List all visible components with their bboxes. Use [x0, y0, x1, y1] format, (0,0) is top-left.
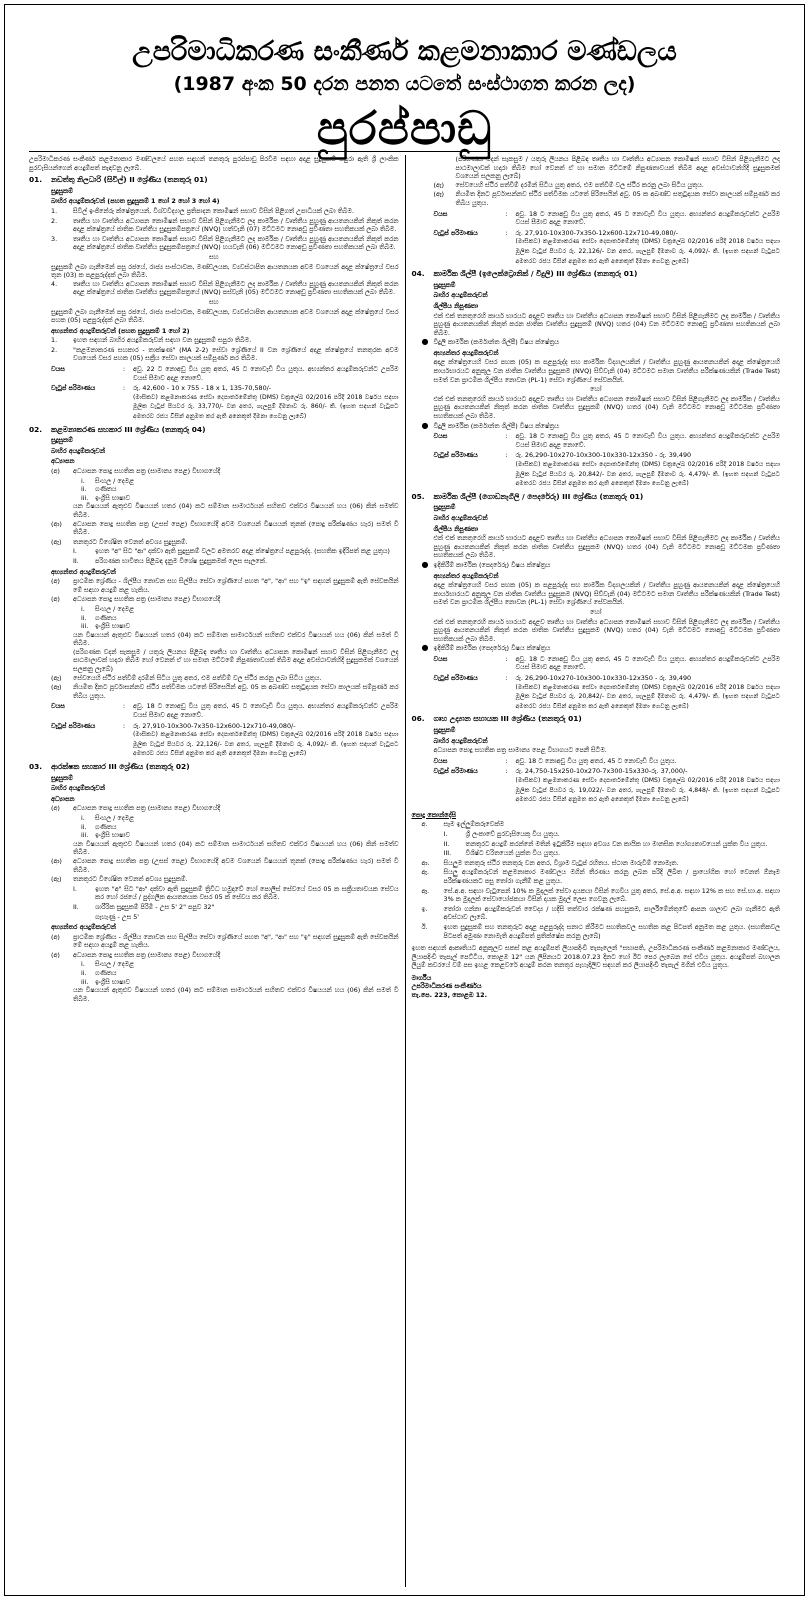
physical-qualification-row — [73, 903, 399, 912]
section-5-title — [412, 493, 781, 502]
salary-value: රු. 24,750-15x250-10x270-7x300-15x330-රු. 37,000/- — [515, 767, 688, 776]
internal-applicants-heading: අභ්‍යන්තර අයදුම්කරුවන් (පහත සුදුසුකම් 1 හෝ 2) — [51, 326, 190, 335]
education-heading: අධ්‍යාපන — [51, 794, 75, 803]
qualifications-heading: සුදුසුකම් — [51, 773, 73, 782]
skill-heading: ශිල්පීය නිපුණතා — [433, 301, 479, 310]
internal-applicants-heading: අභ්‍යන්තර අයදුම්කරුවන් — [433, 348, 499, 357]
item-marker: ii. — [81, 969, 87, 978]
left-column — [29, 155, 405, 1587]
item-marker: iii. — [81, 831, 89, 840]
skill-heading: ශිල්පීය නිපුණතා — [433, 524, 479, 533]
subject-item — [81, 978, 399, 987]
item-text: සිංහල / දෙමළ — [95, 813, 134, 822]
salary-note: (මාසිකව) කළමනාකරණ සේවා දෙපාර්තමේන්තු (DMS) චක්‍රලේඛ 02/2016 පරිදි 2018 වර්ෂය සඳහා මූලික වැටුප් පියවර රු. 20,842/- වන අතර, ශැලපුම් දීමනාව රු. 4,479/- කි. (ඉහත සඳහන් වැටුපට අමතරව රජය විසින් අනුමත කර ඇති අනෙකුත් දීමනා ගෙවනු ලැබේ) — [515, 461, 780, 488]
section-heading: නඩත්තු නිලධාරි (සිවිල්) II ශ්‍රේණිය (තනතුරු 01) — [51, 175, 208, 185]
field-bullet — [422, 338, 781, 347]
item-text: තනතුරට විශේෂිත වෙනත් අවශ්‍ය සුදුසුකම්. — [73, 537, 188, 546]
section-heading: ගෘහ උද්‍යාන සහායක III ශ්‍රේණිය (තනතුරු 01) — [433, 714, 582, 724]
list-item — [51, 336, 399, 345]
list-item — [51, 951, 399, 960]
item-marker: (ආ) — [51, 519, 62, 528]
list-item — [51, 595, 399, 604]
subject-item — [81, 477, 399, 486]
list-item — [51, 875, 399, 884]
body-columns — [29, 155, 780, 1587]
item-text: සේවයෙහි ස්ථිර පත්වීම් දරමින් සිටිය යුතු අතර, එම පත්වීම් වල ස්ථිර කරනු ලබා සිටිය යුතුය. — [455, 180, 704, 189]
salary-row: වැටුප් පරිමාණය : රු. 27,910-10x300-7x350-12x600-12x710-49,080/- (මාසිකව) කළමනාකරණ සේවා දෙපාර්තමේන්තු (DMS) චක්‍රලේඛ 02/2016 පරිදි 2018 වර්ෂය සඳහා මූලික වැටුප් පියවර රු. 22,126/- වන අතර, ශැලපුම් දීමනාව රු. 4,092/- කි. (ඉහත සඳහන් වැටුපට අමතරව රජය විසින් අනුමත කර ඇති අනෙකුත් දීමනා ගෙවනු ලැබේ) — [29, 722, 399, 759]
section-2-title — [29, 426, 399, 435]
subject-item — [81, 614, 399, 623]
list-item — [73, 557, 399, 566]
salary-row: වැටුප් පරිමාණය : රු. 27,910-10x300-7x350-12x600-12x710-49,080/- (මාසිකව) කළමනාකරණ සේවා දෙපාර්තමේන්තු (DMS) චක්‍රලේඛ 02/2016 පරිදි 2018 වර්ෂය සඳහා මූලික වැටුප් පියවර රු. 22,126/- වන අතර, ශැලපුම් දීමනාව රු. 4,092/- කි. (ඉහත සඳහන් වැටුපට අමතරව රජය විසින් අනුමත කර ඇති අනෙකුත් දීමනා ගෙවනු ලැබේ) — [412, 229, 781, 266]
field-bullet — [422, 422, 781, 431]
subject-item — [81, 622, 399, 631]
subject-note: යන විෂයයන් ඇතුළුව විෂයයන් හතර (04) කට සම්මාන සාමාර්ථයන් සහිතව එක්වර විෂයයන් හය (06) කින් සමත්ව තිබීම. — [73, 839, 399, 857]
internal-text: එක් එක් තනතුරෙහි කාර්ය භාරයට අදාළව තෘතීය හා වෘත්තීය අධ්‍යාපන කොමිෂන් සභාව විසින් පිළිගැනීමට ලද කාර්මික / වෘත්තීය පුහුණු ආයතනයකින් නිකුත් කරන ජාතික වෘත්තීය සුදුසුකම් (NVQ) හතර (04) වැනි මට්ටමට නොඅඩු මට්ටමක ප්‍රවීණතා සහතිකයක් ලබා තිබීම. — [433, 394, 780, 421]
list-item — [51, 674, 399, 683]
item-text: ඉහත සුදුසුකම් සහ තනතුරුට අදාළ පළපුරුද්ද සනාථ කිරීමට සහතිකවල සහතික කළ පිටපත් අනුමත කළ යුතුය. (සහතිකවල පිටපත් අමුණා නොමැති අයදුම්පත් ප්‍රතික්ෂේප කරනු ලැබේ) — [443, 922, 780, 940]
female-label: ගැහැණු — [95, 912, 116, 921]
item-marker: i. — [81, 813, 85, 822]
item-marker: 4. — [51, 279, 58, 288]
age-label: වයස — [433, 432, 448, 441]
section-number: 01. — [29, 175, 43, 185]
item-text: පරිගණක භාවිතය පිළිබඳ දැනුම විශේෂ සුදුසුකමක් ලෙස සැලකේ. — [95, 556, 267, 565]
section-number: 06. — [411, 714, 425, 724]
subject-item — [81, 969, 399, 978]
qualifications-heading: සුදුසුකම් — [433, 280, 456, 289]
item-text: ප්‍රාථමික ශ්‍රේණිය - ශිල්පීය නොවන සහ සිල්පීය සේවා ශ්‍රේණියේ පහත "අ", "ආ" සහ "ඉ" සඳහන් සුදුසුකම් ඇති සේවකයින් මේ සඳහා අයදුම් කළ හැකිය. — [73, 577, 399, 594]
header-title: උපරිමාධිකරණ සංකීර්ණ කළමනාකාර මණ්ඩලය — [132, 36, 677, 67]
item-text: අධ්‍යාපන පොදු සහතික පත්‍ර (උසස් පෙළ) විභාගයේදී අවම වශයෙන් විෂයයන් තුනක් (පොදු පරීක්ෂණය හැර) සමත් වී තිබීම. — [73, 519, 399, 537]
advertisement-page — [4, 4, 805, 1596]
age-label: වයස — [433, 209, 448, 218]
item-text: ගණිතය — [95, 485, 117, 494]
item-marker: I. — [73, 884, 77, 893]
list-item — [51, 280, 399, 297]
experience-note: සුදුසුකම් ලබා ගැනීමෙන් පසු රජයේ, රාජ්‍ය සංස්ථාවක, මණ්ඩලයක, ව්‍යවස්ථාපිත ආයතනයක අවම වශයෙන් අදාළ ක්ෂේත්‍රයේ වසර පහක (05) පළපුරුද්දක් ලබා තිබීම. — [51, 307, 399, 325]
item-marker: 1. — [51, 206, 58, 215]
section-heading: කාර්මික ශිල්පී (ඉලෙක්ට්‍රොනික් / විදුලි) III ශ්‍රේණිය (තනතුරු 01) — [433, 269, 638, 279]
salary-label: වැටුප් පරිමාණය — [433, 767, 478, 776]
item-marker: අ. — [421, 820, 428, 829]
list-item — [444, 849, 781, 858]
item-text: තෘතීය හා වෘත්තීය අධ්‍යාපන කොමිෂන් සභාව විසින් පිළිගැනීමට ලද කාර්මික / වෘත්තීය පුහුණු ආයතනයකින් නිකුත් කරන අදාළ ක්ෂේත්‍රයේ ජාතික වෘත්තීය සුදුසුකම්පත්‍රයේ (NVQ) හත්වැනි (07) මට්ටමට නොඅඩු ප්‍රවීණතා සහතිකයක් ලබා තිබීම. — [73, 216, 399, 234]
external-applicants-heading: බාහිර අයදුම්කරුවන් — [51, 784, 106, 793]
subject-note: යන විෂයයන් ඇතුළුව විෂයයන් හතර (04) කට සම්මාන සාමාර්ථයන් සහිතව එක්වර විෂයයන් හය (06) කින් සමත් වී තිබීම. — [73, 986, 399, 1003]
salary-label: වැටුප් පරිමාණය — [51, 384, 96, 393]
item-text: ශාරීරික සුදුසුකම් පිරිමි — [95, 902, 154, 911]
list-item — [51, 804, 399, 813]
item-text: තෘතීය හා වෘත්තීය අධ්‍යාපන කොමිෂන් සභාව විසින් පිළිගැනීමට ලද කාර්මික / වෘත්තීය පුහුණු ආයතනයකින් නිකුත් කරන අදාළ ක්ෂේත්‍රයේ ජාතික වෘත්තීය සුදුසුකම්පත්‍රයේ (NVQ) පස්වැනි (05) මට්ටමට නොඅඩු ප්‍රවීණතා සහතිකයක් ලබා තිබීම. — [73, 279, 399, 297]
item-marker: ii. — [81, 485, 87, 494]
item-text: සිංහල / දෙමළ — [95, 604, 134, 613]
section-heading: කාර්මික ශිල්පී (ගොඩනැගිලි / පෙදරේරු) III ශ්‍රේණිය (තනතුරු 01) — [433, 491, 644, 501]
item-text: අධ්‍යාපන පොදු සහතික පත්‍ර (සාමාන්‍ය පෙළ) විභාගයේදී — [73, 804, 221, 813]
item-marker: (ඈ) — [433, 190, 445, 199]
item-text: අධ්‍යාපන පොදු සහතික පත්‍ර (සාමාන්‍ය පෙළ) විභාගයේදී — [73, 950, 221, 959]
item-marker: ඇ. — [421, 868, 430, 877]
item-text: ඉංග්‍රීසි භාෂාව — [95, 977, 130, 986]
age-value: අවු. 18 ට නොඅඩු විය යුතු අතර, 45 ට නොවැඩි විය යුතුය. අභ්‍යන්තර අයදුම්කරුවන්ට උපරිම වයස් සීමාව අදාළ නොවේ. — [515, 209, 780, 227]
subject-note: යන විෂයයන් ඇතුළුව විෂයයන් හතර (04) කට සම්මාන සාමාර්ථයන් සහිතව එක්වර විෂයයන් හය (06) කින් සමත්ව තිබීම. — [73, 502, 399, 519]
item-marker: (අ) — [51, 577, 60, 586]
item-marker: iii. — [81, 493, 89, 502]
internal-text: එක් එක් තනතුරෙහි කාර්ය භාරයට අදාළව තෘතීය හා වෘත්තීය අධ්‍යාපන කොමිෂන් සභාව විසින් පිළිගැනීමට ලද කාර්මික / වෘත්තීය පුහුණු ආයතනයකින් නිකුත් කරන ජාතික වෘත්තීය සුදුසුකම (NVQ) හතර (04) වැනි මට්ටමට නොඅඩු මට්ටමක ප්‍රවීණතා සහතිකයක් ලබා තිබීම. — [433, 617, 780, 643]
salary-value: රු. 27,910-10x300-7x350-12x600-12x710-49,080/- — [515, 228, 678, 237]
signature-block — [412, 974, 781, 1000]
item-text: සිංහල / දෙමළ — [95, 960, 134, 969]
item-marker: 2. — [51, 345, 58, 354]
list-item — [434, 190, 781, 207]
item-text: තනතුරට විශේෂිත වෙනත් අවශ්‍ය සුදුසුකම්. — [73, 875, 188, 884]
item-text: අධ්‍යාපන පොදු සහතික පත්‍ර (සාමාන්‍ය පෙළ) විභාගයේදී — [73, 467, 221, 475]
header-divider — [29, 151, 780, 152]
item-marker: II. — [73, 902, 79, 911]
item-marker: II. — [73, 556, 79, 565]
item-text: ඉහත "අ" සිට "ආ" දක්වා ඇති සුදුසුකම් වලට අමතරව අදාළ ක්ෂේත්‍රයේ පළපුරුද්ද. (සහතික ඉදිරිපත් කළ යුතුය) — [95, 547, 390, 556]
subject-item — [81, 485, 399, 494]
salary-note: (මාසිකව) කළමනාකරණ සේවා දෙපාර්තමේන්තු (DMS) චක්‍රලේඛ 02/2016 පරිදි 2018 වර්ෂය සඳහා මූලික වැටුප් පියවර රු. 22,126/- වන අතර, ශැලපුම් දීමනාව රු. 4,092/- කි. (ඉහත සඳහන් වැටුපට අමතරව රජය විසින් අනුමත කර ඇති අනෙකුත් දීමනා ගෙවනු ලැබේ) — [515, 238, 780, 265]
salary-note: (මාසිකව) කළමනාකරණ සේවා දෙපාර්තමේන්තු (DMS) චක්‍රලේඛ 02/2016 පරිදි 2018 වර්ෂය සඳහා මූලික වැටුප් පියවර රු. 22,126/- වන අතර, ශැලපුම් දීමනාව රු. 4,092/- කි. (ඉහත සඳහන් වැටුපට අමතරව රජය විසින් අනුමත කර ඇති අනෙකුත් දීමනා ගෙවනු ලැබේ) — [133, 731, 399, 758]
closing-paragraph: ඉහත සඳහන් ආකෘතියට අනුකූලව සකස් කළ අයදුම්පත් ලියාපදිංචි තැපෑලෙන් "සභාපති, උපරිමාධිකරණ සංකීර්ණ කළමනාකාර මණ්ඩලය, ලියාපදිංචි තැපැල් පෙට්ටිය, කොළඹ 12" යන ලිපිනයට 2018.07.23 දිනට හෝ ඊට පෙර ලැබෙන සේ එවිය යුතුය. අයදුම්පත් බහාලන ලියුම් කවරයේ වම් පස ඉහළ කෙළවරේ අයදුම් කරන තනතුර පැහැදිලිව සඳහන් කර ලියාපදිංචි තැපැල් මගින් එවිය යුතුය. — [411, 944, 780, 970]
item-text: සියලුම තනතුරු ස්ථිර තනතුරු වන අතර, විශ්‍රාම වැටුප් රහිතය. ස්ථාන මාරුවීම් නොමැත. — [443, 858, 679, 867]
section-number: 04. — [411, 269, 425, 279]
item-marker: (ඇ) — [433, 180, 445, 189]
age-row: වයස : අවු. 18 ට නොඅඩු විය යුතු අතර, 45 ට නොවැඩි විය යුතුය. — [412, 757, 781, 766]
section-6-title — [412, 715, 781, 724]
internal-applicants-heading: අභ්‍යන්තර අයදුම්කරුවන් — [51, 567, 116, 576]
item-marker: (ඇ) — [51, 673, 62, 682]
item-marker: (අ) — [51, 804, 60, 813]
item-text: තනතුරට අයදුම් කරන්නේ මතින් ඉටුකිරීම සඳහා අවශ්‍ය වන කායික හා මානසික යෝග්‍යතාවයෙන් යුක්ත විය යුතුය. — [465, 839, 768, 848]
conjunction: සහ — [208, 252, 219, 261]
external-applicants-heading: බාහිර අයදුම්කරුවන් — [51, 446, 106, 455]
section-heading: කළමනාකරණ සහකාර III ශ්‍රේණිය (තනතුරු 04) — [51, 424, 206, 434]
intro-text: උපරිමාධිකරණ සංකීර්ණ කළමනාකාර මණ්ඩලයේ පහත සඳහන් තනතුරු පුරප්පාඩු පිරවීම සඳහා අදාළ සුදුසුකම් සපුරා ඇති ශ්‍රී ලාංකික පුරවැසියන්ගෙන් අයදුම්පත් කැඳවනු ලැබේ. — [29, 155, 399, 172]
age-value: අවු. 22 ට නොඅඩු විය යුතු අතර, 45 ට නොවැඩි විය යුතුය. අභ්‍යන්තර අයදුම්කරුවන්ට උපරිම වයස් සීමාව අදාළ නොවේ. — [133, 365, 399, 382]
subject-item — [81, 814, 399, 823]
list-item — [422, 887, 781, 904]
item-text: නියමිත දිනට පූර්වාසන්නව ස්ථිර පත්වීමක යටතේ පිරිසෙයින් අවු. 05 ක අඛණ්ඩ සතුටුදායක සේවා කාලයක් සම්පූර්ණ කර තිබිය යුතුය. — [455, 190, 780, 207]
item-marker: (ඇ) — [51, 875, 62, 884]
internal-text: අදාළ ක්ෂේත්‍රයෙහි වසර පහක (05) ක පළපුරුද්ද සහ කාර්මික විද්‍යාලයකින් / වෘත්තීය පුහුණු ආයතනයකින් අදාළ ක්ෂේත්‍රයෙහි කාර්යභාරයට අනුකූල වන ජාතික වෘත්තීය සුදුසුකම (NVQ) සිව්වැනි (04) මට්ටමට සමාන වෘත්තීය පරීක්ෂණයකින් (Trade Test) සමත් වන ප්‍රාථමික ශිල්පීය නොවන (PL-1) සේවා ශ්‍රේණියේ සේවකයින්. — [433, 581, 780, 607]
item-text: "කළමනාකරණ සහකාර - තාක්ෂණ" (MA 2-2) සේවා ශ්‍රේණියේ II වන ශ්‍රේණියේ අදාළ ක්ෂේත්‍රයේ තනතුරක අවම වශයෙන් වසර පහක (05) සක්‍රීය සේවා කාලයක් සම්පූර්ණ කර තිබීම. — [73, 345, 399, 363]
list-item — [51, 520, 399, 537]
bullet-icon: ● — [421, 420, 429, 430]
item-marker: ii. — [81, 613, 87, 622]
salary-note: (මාසිකව) කළමනාකරණ සේවා දෙපාර්තමේන්තු (DMS) චක්‍රලේඛ 02/2016 පරිදි 2018 වර්ෂය සඳහා මූලික වැටුප් පියවර රු. 33,770/- වන අතර, ශැලපුම් දීමනාව රු. 860/- කි. (ඉහත සඳහන් වැටුපට අමතරව රජය විසින් අනුමත කර ඇති අනෙකුත් දීමනා ගෙවනු ලැබේ) — [133, 393, 399, 421]
section-4-title — [412, 270, 781, 279]
item-marker: iii. — [81, 622, 89, 631]
item-text: ඉහත "අ" සිට "ආ" දක්වා ඇති සුදුසුකම් ත්‍රිවිධ හමුදාවේ හෝ පොලිස් සේවයේ වසර 05 ක සක්‍රීයතාවයක සේවය කර හෝ රජයේ / පුද්ගලික ආයතනයක වසර 05 ක් සේවය කර තිබීම. — [95, 884, 399, 902]
subject-item — [81, 605, 399, 614]
age-row: වයස : අවු. 22 ට නොඅඩු විය යුතු අතර, 45 ට නොවැඩි විය යුතුය. අභ්‍යන්තර අයදුම්කරුවන්ට උපරිම වයස් සීමාව අදාළ නොවේ. — [29, 365, 399, 382]
item-text: ගණිතය — [95, 822, 117, 831]
item-text: විශිෂ්ට චරිතයෙන් යුක්ත විය යුතුය. — [465, 849, 561, 858]
age-row: වයස : අවු. 18 ට නොඅඩු විය යුතු අතර, 45 ට නොවැඩි විය යුතුය. අභ්‍යන්තර අයදුම්කරුවන්ට උපරිම වයස් සීමාව අදාළ නොවේ. — [412, 432, 781, 449]
conjunction: හෝ — [590, 607, 602, 616]
list-item — [434, 181, 781, 190]
list-item — [73, 885, 399, 902]
item-text: තෘතීය හා වෘත්තීය අධ්‍යාපන කොමිෂන් සභාව විසින් පිළිගැනීමට ලද කාර්මික / වෘත්තීය පුහුණු ආයතනයකින් නිකුත් කරන අදාළ ක්ෂේත්‍රයේ ජාතික වෘත්තීය සුදුසුකම්පත්‍රයේ (NVQ) හයවැනි (06) මට්ටමට නොඅඩු ප්‍රවීණතා සහතිකයක් ලබා තිබීම. — [73, 234, 399, 252]
external-applicants-heading: බාහිර අයදුම්කරුවන් (පහත සුදුසුකම් 1 හෝ 2 හෝ 3 හෝ 4) — [51, 197, 220, 206]
item-marker: (ඇ) — [51, 537, 62, 546]
list-item — [51, 217, 399, 234]
item-text: සිංහල / දෙමළ — [95, 476, 134, 485]
item-marker: ආ. — [421, 858, 430, 867]
qualifications-heading: සුදුසුකම් — [433, 503, 456, 512]
section-1-title — [29, 176, 399, 185]
bullet-text: විදුලි කාර්මික (කර්මාන්ත ශිල්පී) විෂය ක්ෂේත්‍රය — [433, 421, 559, 430]
header-vacancies: පුරප්පාඩු — [316, 101, 493, 155]
salary-label: වැටුප් පරිමාණය — [433, 451, 478, 460]
field-bullet — [422, 644, 781, 653]
section-number: 05. — [411, 491, 425, 501]
subject-item — [81, 960, 399, 969]
male-requirement: උස 5' 2" පපුව 32" — [159, 902, 215, 911]
right-column — [405, 155, 781, 1587]
list-item — [51, 467, 399, 476]
item-text: ඉංග්‍රීසි භාෂාව — [95, 831, 130, 840]
item-text: සේවයෙහි ස්ථිර පත්වීම් දරමින් සිටිය යුතු අතර, එම පත්වීම් වල ස්ථිර කරනු ලබා සිටිය යුතුය. — [73, 673, 322, 682]
computer-skill-note: (පරිගණක වදන් සැකසුම / යතුරු ලියනය පිළිබඳ තෘතීය හා වෘත්තීය අධ්‍යාපන කොමිෂන් සභාව විසින් පිළිගැනීමට ලද පාඨමාලාවක් හදාරා තිබීම හෝ වෙනත් ඒ හා සමාන මට්ටමේ නිපුණතාවයක් තිබීම අදාළ අවස්ථාවන්හිදී සුදුසුකමක් වශයෙන් සලකනු ලැබේ) — [73, 647, 399, 674]
internal-applicants-heading: අභ්‍යන්තර අයදුම්කරුවන් — [433, 571, 499, 580]
salary-row: වැටුප් පරිමාණය : රු. 26,290-10x270-10x300-10x330-12x350 - රු. 39,490 (මාසිකව) කළමනාකරණ සේවා දෙපාර්තමේන්තු (DMS) චක්‍රලේඛ 02/2016 පරිදි 2018 වර්ෂය සඳහා මූලික වැටුප් පියවර රු. 20,842/- වන අතර, ශැලපුම් දීමනාව රු. 4,479/- කි. (ඉහත සඳහන් වැටුපට අමතරව රජය විසින් අනුමත කර ඇති අනෙකුත් දීමනා ගෙවනු ලැබේ) — [412, 674, 781, 711]
list-item — [444, 830, 781, 839]
list-item — [51, 683, 399, 700]
header-subtitle: (1987 අංක 50 දරන පනත යටතේ සංස්ථාගත කරන ලද) — [173, 73, 636, 95]
salary-value: රු. 42,600 - 10 x 755 - 18 x 1, 135-70,580/- — [133, 384, 272, 393]
section-number: 03. — [29, 762, 43, 771]
item-marker: III. — [443, 849, 452, 858]
item-marker: ඈ. — [421, 886, 430, 895]
salary-note: (මාසිකව) කළමනාකරණ සේවා දෙපාර්තමේන්තු (DMS) චක්‍රලේඛ 02/2016 පරිදි 2018 වර්ෂය සඳහා මූලික වැටුප් පියවර රු. 20,842/- වන අතර, ශැලපුම් දීමනාව රු. 4,479/- කි. (ඉහත සඳහන් වැටුපට අමතරව රජය විසින් අනුමත කර ඇති අනෙකුත් දීමනා ගෙවනු ලැබේ) — [515, 683, 780, 710]
item-text: ඉහත සඳහන් බාහිර අයදුම්කරුවන් සඳහා වන සුදුසුකම් සපුරා තිබීම. — [73, 336, 252, 345]
salary-value: රු. 26,290-10x270-10x300-10x330-12x350 - රු. 39,490 — [515, 674, 692, 683]
subject-note: යන විෂයයන් ඇතුළුව විෂයයන් හතර (04) කට සම්මාන සාමාර්ථයන් සහිතව එක්වර විෂයයන් හය (06) කින් සමත් වී තිබීම. — [73, 630, 399, 648]
female-requirement: උස 5' — [121, 912, 140, 921]
computer-skill-note: (පරිගණක වදන් සැකසුම / යතුරු ලියනය පිළිබඳ තෘතීය හා වෘත්තීය අධ්‍යාපන කොමිෂන් සභාව විසින් පිළිගැනීමට ලද පාඨමාලාවක් හදාරා තිබීම හෝ වෙනත් ඒ හා සමාන මට්ටමේ නිපුණතාවයක් තිබීම අදාළ අවස්ථාවන්හිදී සුදුසුකමක් වශයෙන් සලකනු ලැබේ) — [455, 155, 780, 181]
item-marker: (අ) — [51, 467, 60, 475]
item-marker: (ආ) — [51, 856, 62, 865]
qualifications-heading: සුදුසුකම් — [51, 436, 73, 445]
list-item — [422, 820, 781, 829]
skill-text: එක් එක් තනතුරෙහි කාර්ය භාරයට අදාළව තෘතීය හා වෘත්තීය අධ්‍යාපන කොමිෂන් සභාව විසින් පිළිගැනීමට ලද කාර්මික / වෘත්තීය පුහුණු ආයතනයකින් නිකුත් කරන ජාතික වෘත්තීය සුදුසුකම් (NVQ) හතර (04) වන මට්ටමට නොඅඩු ප්‍රවීණතා සහතිකයක් ලබා තිබීම. — [433, 311, 780, 337]
list-item — [51, 933, 399, 950]
salary-row: වැටුප් පරිමාණය : රු. 26,290-10x270-10x300-10x330-12x350 - රු. 39,490 (මාසිකව) කළමනාකරණ සේවා දෙපාර්තමේන්තු (DMS) චක්‍රලේඛ 02/2016 පරිදි 2018 වර්ෂය සඳහා මූලික වැටුප් පියවර රු. 20,842/- වන අතර, ශැලපුම් දීමනාව රු. 4,479/- කි. (ඉහත සඳහන් වැටුපට අමතරව රජය විසින් අනුමත කර ඇති අනෙකුත් දීමනා ගෙවනු ලැබේ) — [412, 451, 781, 488]
signature-line-1: මාර්ගීය — [411, 973, 432, 982]
salary-note: (මාසිකව) කළමනාකරණ සේවා දෙපාර්තමේන්තු (DMS) චක්‍රලේඛ 02/2016 පරිදි 2018 වර්ෂය සඳහා මූලික වැටුප් පියවර රු. 19,022/- වන අතර, ශැලපුම් දීමනාව රු. 4,848/- කි. (ඉහත සඳහන් වැටුපට අමතරව රජය විසින් අනුමත කර ඇති අනෙකුත් දීමනා ගෙවනු ලැබේ) — [515, 777, 780, 804]
bullet-icon: ● — [421, 337, 429, 347]
list-item — [51, 538, 399, 547]
external-applicants-heading: බාහිර අයදුම්කරුවන් — [433, 736, 488, 745]
conjunction: හෝ — [590, 385, 602, 394]
item-marker: i. — [81, 476, 85, 485]
item-marker: iii. — [81, 977, 89, 986]
item-text: ප්‍රාථමික ශ්‍රේණිය - ශිල්පීය නොවන සහ සිල්පීය සේවා ශ්‍රේණියේ පහත "අ", "ආ" සහ "ඉ" සඳහන් සුදුසුකම් ඇති සේවකයින් මේ සඳහා අයදුම් කළ හැකිය. — [73, 932, 399, 950]
item-marker: 2. — [51, 216, 58, 225]
qualifications-heading: සුදුසුකම් — [433, 726, 456, 735]
age-label: වයස — [51, 702, 65, 711]
age-value: අවු. 18 ට නොඅඩු විය යුතු අතර, 45 ට නොවැඩි විය යුතුය. — [515, 756, 677, 765]
external-applicants-heading: බාහිර අයදුම්කරුවන් — [433, 513, 488, 522]
list-item — [422, 859, 781, 868]
section-3-title — [29, 763, 399, 772]
signature-line-3: තැ.පෙ. 223, කොළඹ 12. — [411, 991, 488, 1000]
signature-line-2: උපරිමාධිකරණ සංකීර්ණය — [411, 982, 482, 991]
item-text: නියමිත දිනට පූර්වාසන්නව ස්ථිර පත්වීමක යටතේ පිරිසෙයින් අවු. 05 ක අඛණ්ඩ සතුටුදායක සේවා කාලයක් සම්පූර්ණ කර තිබිය යුතුය. — [73, 683, 399, 700]
age-value: අවු. 18 ට නොඅඩු විය යුතු අතර, 45 ට නොවැඩි විය යුතුය. අභ්‍යන්තර අයදුම්කරුවන්ට උපරිම වයස් සීමාව අදාළ නොවේ. — [515, 432, 780, 449]
item-text: තෝරා ගන්නා අයදුම්කරුවන් වෛද්‍ය / හදිසි තත්වාර රක්ෂණ පහසුකම, පාර්ලිමේන්තුවේ ආපන ශාලාව ලබා ගැනීමට ඇති අවස්ථාව ලැබේ. — [443, 904, 780, 922]
list-item — [444, 840, 781, 849]
qualifications-heading: සුදුසුකම් — [51, 186, 73, 195]
physical-qualification-row: ගැහැණු - උස 5' — [95, 912, 140, 921]
item-marker: ඉ. — [421, 904, 428, 913]
age-value: අවු. 18 ට නොඅඩු විය යුතු අතර, 45 ට නොවැඩි විය යුතුය. අභ්‍යන්තර අයදුම්කරුවන්ට උපරිම වයස් සීමාව අදාළ නොවේ. — [133, 702, 399, 720]
item-marker: 3. — [51, 234, 58, 243]
header — [5, 5, 804, 155]
bullet-text: ඉදිකිරීම් කාර්මික (පෙදරේරු) විෂය ක්ෂේත්‍රය — [433, 644, 551, 653]
external-applicants-heading: බාහිර අයදුම්කරුවන් — [433, 291, 488, 300]
item-marker: 1. — [51, 336, 58, 345]
subject-item — [81, 823, 399, 832]
item-marker: (ඈ) — [51, 683, 62, 692]
bullet-text: විදුලි කාර්මික (කර්මාන්ත ශිල්පී) විෂය ක්ෂේත්‍රය — [433, 338, 559, 347]
list-item — [51, 346, 399, 363]
age-value: අවු. 18 ට නොඅඩු විය යුතු අතර, 45 ට නොවැඩි විය යුතුය. අභ්‍යන්තර අයදුම්කරුවන්ට උපරිම වයස් සීමාව අදාළ නොවේ. — [515, 654, 780, 672]
salary-value: රු. 27,910-10x300-7x350-12x600-12x710-49,080/- — [133, 721, 296, 730]
salary-value: රු. 26,290-10x270-10x300-10x330-12x350 - රු. 39,490 — [515, 451, 692, 460]
item-marker: ii. — [81, 822, 87, 831]
item-text: සියලු අයදුම්කරුවන් කළමනාකාර මණ්ඩලය මගින් තීරණය කරනු ලබන පරිදි ලිඛිත / ප්‍රායෝගික හෝ වෙනත් ඕනෑම පරීක්ෂණයකට පසු තෝරා ගැනීම් කළ යුතුය. — [443, 868, 780, 885]
list-item — [51, 577, 399, 594]
item-marker: (අ) — [51, 950, 60, 959]
salary-label: වැටුප් පරිමාණය — [433, 674, 478, 683]
bullet-text: ඉදිකිරීම් කාර්මික (පෙදරේරු) විෂය ක්ෂේත්‍රය — [433, 560, 551, 569]
list-item — [51, 235, 399, 252]
separator: - — [155, 902, 158, 911]
salary-label: වැටුප් පරිමාණය — [51, 721, 96, 730]
item-marker: I. — [443, 829, 448, 838]
item-marker: i. — [81, 960, 85, 969]
item-text: සිවිල් ඉංජිනේරු ක්ෂේත්‍රයෙන්, විශ්වවිද්‍යාල ප්‍රතිපාදන කොමිෂන් සභාව විසින් පිළිගත් උපාධියක් ලබා තිබීම. — [73, 206, 354, 215]
external-text: අධ්‍යාපන පොදු සහතික පත්‍ර සාමාන්‍ය පෙළ විභාගයට පෙනී සිටීම. — [433, 746, 607, 755]
skill-text: එක් එක් තනතුරෙහි කාර්ය භාරයට අදාළව තෘතීය හා වෘත්තීය අධ්‍යාපන කොමිෂන් සභාව විසින් පිළිගැනීමට ලද කාර්මික / වෘත්තීය පුහුණු ආයතනයකින් නිකුත් කරන ජාතික වෘත්තීය සුදුසුකම (NVQ) හතර (04) වැනි මට්ටමට නොඅඩු මට්ටමක ප්‍රවීණතා සහතිකයක් ලබා තිබීම. — [433, 534, 780, 560]
experience-note: සුදුසුකම් ලබා ගැනීමෙන් පසු රජයේ, රාජ්‍ය සංස්ථාවක, මණ්ඩලයක, ව්‍යවස්ථාපිත ආයතනයක අවම වශයෙන් අදාළ ක්ෂේත්‍රයේ වසර තුන (03) ක පළපුරුද්දක් ලබා තිබීම. — [51, 262, 399, 280]
age-row: වයස : අවු. 18 ට නොඅඩු විය යුතු අතර, 45 ට නොවැඩි විය යුතුය. අභ්‍යන්තර අයදුම්කරුවන්ට උපරිම වයස් සීමාව අදාළ නොවේ. — [412, 655, 781, 672]
age-label: වයස — [433, 654, 448, 663]
field-bullet — [422, 561, 781, 570]
item-marker: I. — [73, 547, 77, 556]
list-item — [422, 905, 781, 922]
item-text: ගණිතය — [95, 613, 117, 622]
item-text: සේ.අ.අ. සඳහා වැටුපෙන් 10% ක මුදලක් සේවා දායකයා විසින් ගෙවිය යුතු අතර, සේ.අ.අ. සඳහා 12% ක සහ සේ.භා.අ. සඳහා 3% ක මුදලක් සේවායෝජකයා විසින් දායක මුදල් ලෙස ගෙවනු ලැබේ. — [443, 886, 780, 904]
item-marker: II. — [443, 839, 450, 848]
item-text: සෑම ඉල්ලුම්කරුවෙක්ම — [443, 820, 505, 829]
list-item — [51, 857, 399, 874]
item-text: ශ්‍රී ලංකාවේ පුරවැසියෙකු විය යුතුය. — [465, 829, 560, 838]
item-marker: (අ) — [51, 595, 60, 604]
age-row: වයස : අවු. 18 ට නොඅඩු විය යුතු අතර, 45 ට නොවැඩි විය යුතුය. අභ්‍යන්තර අයදුම්කරුවන්ට උපරිම වයස් සීමාව අදාළ නොවේ. — [412, 210, 781, 227]
age-row: වයස : අවු. 18 ට නොඅඩු විය යුතු අතර, 45 ට නොවැඩි විය යුතුය. අභ්‍යන්තර අයදුම්කරුවන්ට උපරිම වයස් සීමාව අදාළ නොවේ. — [29, 702, 399, 719]
internal-text: අදාළ ක්ෂේත්‍රයෙහි වසර පහක (05) ක පළපුරුද්ද සහ කාර්මික විද්‍යාලයකින් / වෘත්තීය පුහුණු ආයතනයකින් අදාළ ක්ෂේත්‍රයෙහි කාර්යභාරයට අනුකූල වන ජාතික වෘත්තීය සුදුසුකම (NVQ) සිව්වැනි (04) මට්ටමට සමාන වෘත්තීය පරීක්ෂණයකින් (Trade Test) සමත් වන ප්‍රාථමික ශිල්පීය නොවන (PL-1) සේවා ශ්‍රේණියේ සේවකයින්. — [433, 358, 780, 384]
item-text: ගණිතය — [95, 969, 117, 978]
conjunction: සහ — [208, 297, 219, 306]
list-item — [51, 207, 399, 216]
education-heading: අධ්‍යාපන — [51, 457, 75, 466]
item-marker: (අ) — [51, 932, 60, 941]
list-item — [73, 547, 399, 556]
age-label: වයස — [51, 365, 65, 374]
section-heading: ආරක්ෂක සහකාර III ශ්‍රේණිය (තනතුරු 02) — [51, 762, 190, 771]
list-item — [422, 868, 781, 885]
bullet-icon: ● — [421, 559, 429, 569]
section-number: 02. — [29, 424, 43, 434]
age-label: වයස — [433, 756, 448, 765]
salary-row: වැටුප් පරිමාණය : රු. 24,750-15x250-10x270-7x300-15x330-රු. 37,000/- (මාසිකව) කළමනාකරණ සේවා දෙපාර්තමේන්තු (DMS) චක්‍රලේඛ 02/2016 පරිදි 2018 වර්ෂය සඳහා මූලික වැටුප් පියවර රු. 19,022/- වන අතර, ශැලපුම් දීමනාව රු. 4,848/- කි. (ඉහත සඳහන් වැටුපට අමතරව රජය විසින් අනුමත කර ඇති අනෙකුත් දීමනා ගෙවනු ලැබේ) — [412, 767, 781, 804]
item-marker: ඊ. — [421, 922, 428, 931]
item-marker: i. — [81, 604, 85, 613]
item-text: අධ්‍යාපන පොදු සහතික පත්‍ර (උසස් පෙළ) විභාගයේදී අවම වශයෙන් විෂයයන් තුනක් (පොදු පරීක්ෂණය හැර) සමත් වී තිබීම. — [73, 856, 399, 874]
bullet-icon: ● — [421, 643, 429, 653]
item-text: ඉංග්‍රීසි භාෂාව — [95, 622, 130, 631]
subject-item — [81, 831, 399, 840]
item-text: ඉංග්‍රීසි භාෂාව — [95, 493, 130, 502]
salary-row: වැටුප් පරිමාණය : රු. 42,600 - 10 x 755 - 18 x 1, 135-70,580/- (මාසිකව) කළමනාකරණ සේවා දෙපාර්තමේන්තු (DMS) චක්‍රලේඛ 02/2016 පරිදි 2018 වර්ෂය සඳහා මූලික වැටුප් පියවර රු. 33,770/- වන අතර, ශැලපුම් දීමනාව රු. 860/- කි. (ඉහත සඳහන් වැටුපට අමතරව රජය විසින් අනුමත කර ඇති අනෙකුත් දීමනා ගෙවනු ලැබේ) — [29, 384, 399, 421]
list-item — [422, 923, 781, 940]
salary-label: වැටුප් පරිමාණය — [433, 228, 478, 237]
general-conditions-heading: පොදු කොන්දේසි — [411, 810, 456, 819]
item-text: අධ්‍යාපන පොදු සහතික පත්‍ර (සාමාන්‍ය පෙළ) විභාගයේදී — [73, 595, 221, 604]
internal-applicants-heading: අභ්‍යන්තර අයදුම්කරුවන් — [51, 923, 116, 932]
